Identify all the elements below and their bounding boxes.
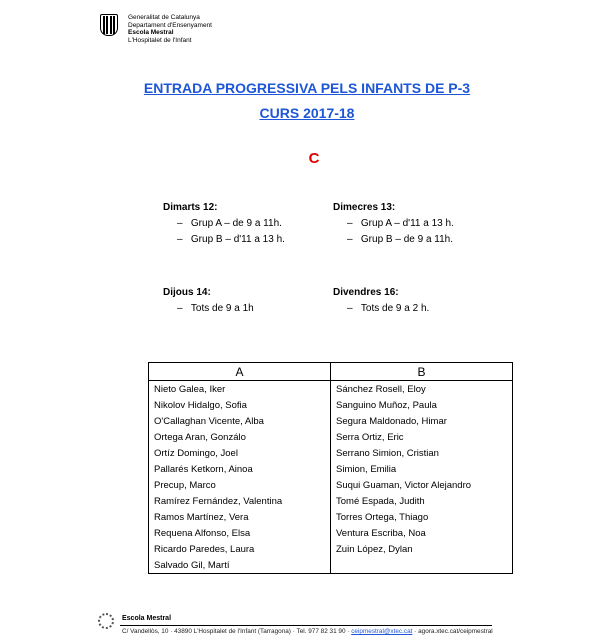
footer-address: C/ Vandellòs, 10 · 43890 L'Hospitalet de l'Infant (Tarragona) · Tel. 977 82 31 90 · ceipmestral@xtec.cat · agora.xtec.cat/ceipmestral (122, 628, 493, 635)
table-row (149, 477, 513, 493)
footer-school-name: Escola Mestral (122, 615, 172, 622)
table-cell: Nikolov Hidalgo, Sofia (149, 397, 331, 413)
generalitat-logo-icon (100, 14, 118, 36)
letterhead-line: L'Hospitalet de l'Infant (128, 36, 192, 44)
email-link[interactable]: ceipmestral@xtec.cat (351, 628, 413, 635)
column-header-a: A (149, 363, 331, 381)
schedule-day: Dimecres 13: (333, 202, 396, 213)
table-row (149, 525, 513, 541)
schedule-item: – Grup B – de 9 a 11h. (347, 234, 454, 245)
document-subtitle: CURS 2017-18 (259, 105, 355, 121)
table-row (149, 445, 513, 461)
table-row (149, 429, 513, 445)
table-row (149, 541, 513, 557)
letterhead-line: Generalitat de Catalunya (128, 14, 200, 21)
table-cell: Pallarés Ketkorn, Ainoa (149, 461, 331, 477)
table-row (149, 397, 513, 413)
table-cell: Sanguino Muñoz, Paula (331, 397, 513, 413)
letterhead-line: Departament d'Ensenyament (128, 21, 212, 29)
table-cell: O'Callaghan Vicente, Alba (149, 413, 331, 429)
document-title: ENTRADA PROGRESSIVA PELS INFANTS DE P-3 (143, 80, 471, 96)
schedule-item: – Grup B – d'11 a 13 h. (177, 234, 285, 245)
schedule-item: – Grup A – d'11 a 13 h. (347, 218, 454, 229)
groups-table (148, 362, 513, 574)
table-cell: Serrano Simion, Cristian (331, 445, 513, 461)
table-cell: Ventura Escriba, Noa (331, 525, 513, 541)
table-row (149, 509, 513, 525)
table-cell: Sánchez Rosell, Eloy (331, 381, 513, 398)
column-header-b: B (331, 363, 513, 381)
schedule-block (333, 285, 429, 317)
table-cell: Segura Maldonado, Himar (331, 413, 513, 429)
schedule-item: – Tots de 9 a 1h (177, 303, 254, 314)
table-cell: Ramírez Fernández, Valentina (149, 493, 331, 509)
table-cell: Salvado Gil, Martí (149, 557, 331, 574)
table-cell: Torres Ortega, Thiago (331, 509, 513, 525)
schedule-block (163, 285, 254, 317)
table-cell: Requena Alfonso, Elsa (149, 525, 331, 541)
class-letter: C (308, 150, 320, 167)
table-row (149, 381, 513, 398)
table-cell: Suqui Guaman, Victor Alejandro (331, 477, 513, 493)
schedule-block (333, 200, 454, 248)
table-cell (331, 557, 513, 574)
footer-divider (120, 625, 492, 626)
table-cell: Ricardo Paredes, Laura (149, 541, 331, 557)
schedule-item: – Grup A – de 9 a 11h. (177, 218, 282, 229)
letterhead-line: Escola Mestral (128, 29, 174, 37)
table-cell: Nieto Galea, Iker (149, 381, 331, 398)
schedule-day: Dijous 14: (163, 287, 211, 298)
schedule-day: Divendres 16: (333, 287, 399, 298)
table-cell: Tomé Espada, Judith (331, 493, 513, 509)
table-cell: Zuin López, Dylan (331, 541, 513, 557)
table-cell: Simion, Emilia (331, 461, 513, 477)
table-cell: Ortega Aran, Gonzálo (149, 429, 331, 445)
table-row (149, 461, 513, 477)
table-row (149, 413, 513, 429)
table-row (149, 493, 513, 509)
schedule-day: Dimarts 12: (163, 202, 218, 213)
table-cell: Serra Ortiz, Eric (331, 429, 513, 445)
table-cell: Precup, Marco (149, 477, 331, 493)
school-logo-icon (98, 613, 114, 629)
table-cell: Ortíz Domingo, Joel (149, 445, 331, 461)
letterhead (128, 14, 212, 44)
table-cell: Ramos Martínez, Vera (149, 509, 331, 525)
table-row (149, 557, 513, 574)
schedule-block (163, 200, 285, 248)
schedule-item: – Tots de 9 a 2 h. (347, 303, 430, 314)
